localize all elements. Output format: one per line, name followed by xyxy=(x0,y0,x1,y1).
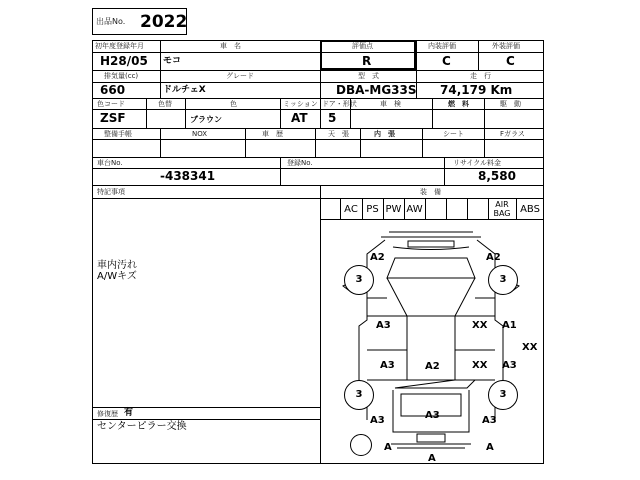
remarks-line-1: 車内汚れ xyxy=(97,260,137,271)
tyre-front-left: 3 xyxy=(344,265,374,295)
displacement-value: 660 xyxy=(100,83,126,97)
grade-label: グレード xyxy=(226,72,254,80)
lot-number: 2022 xyxy=(140,12,188,32)
equipment-ac: AC xyxy=(344,204,358,215)
damage-rear-left-corner: A xyxy=(384,442,392,453)
history-label: 車 歴 xyxy=(262,130,283,138)
tyre-front-right: 3 xyxy=(488,265,518,295)
equipment-airbag-line1: AIR xyxy=(495,200,509,209)
spare-tyre xyxy=(350,434,372,456)
seat-label: シート xyxy=(443,130,464,138)
damage-rear-bumper: A xyxy=(428,453,436,464)
score-value: R xyxy=(362,54,372,68)
chassis-value: -438341 xyxy=(160,169,216,183)
equipment-abs: ABS xyxy=(520,204,540,215)
grade-value: ドルチェX xyxy=(163,85,206,95)
mileage-value: 74,179 Km xyxy=(440,83,513,97)
car-name-label: 車 名 xyxy=(220,42,241,50)
damage-right-outer: XX xyxy=(522,342,538,353)
remarks-line-2: A/Wキズ xyxy=(97,271,137,282)
mileage-label: 走 行 xyxy=(470,72,491,80)
registration-label: 登録No. xyxy=(287,159,313,167)
tyre-rear-right: 3 xyxy=(488,380,518,410)
damage-rear-gate: A3 xyxy=(425,410,440,421)
damage-rear-left-quarter: A3 xyxy=(370,415,385,426)
equipment-aw: AW xyxy=(406,204,423,215)
repair-value: 有 xyxy=(124,408,134,418)
mission-value: AT xyxy=(291,111,308,125)
recycle-value: 8,580 xyxy=(478,169,516,183)
damage-right-pillar: A1 xyxy=(502,320,517,331)
color-code-label: 色コード xyxy=(97,100,125,108)
repair-label: 修復歴 xyxy=(97,410,118,418)
damage-front-left-fender: A2 xyxy=(370,252,385,263)
fuel-label: 燃 料 xyxy=(448,100,469,108)
glass-label: Fガラス xyxy=(500,130,525,138)
interior-tension-label: 内 張 xyxy=(374,130,395,138)
model-label: 型 式 xyxy=(358,72,379,80)
damage-front-right-door: XX xyxy=(472,320,488,331)
color-value: ブラウン xyxy=(190,115,222,124)
damage-front-left-door: A3 xyxy=(376,320,391,331)
exterior-label: 外装評価 xyxy=(492,42,520,50)
remarks-label: 特記事項 xyxy=(97,188,125,196)
repair-note: センターピラー交換 xyxy=(97,421,187,432)
color-label: 色 xyxy=(230,100,237,108)
first-reg-label: 初年度登録年月 xyxy=(95,42,144,50)
recycle-label: リサイクル料金 xyxy=(453,159,502,167)
score-label: 評価点 xyxy=(352,42,373,50)
damage-rear-left-door: A3 xyxy=(380,360,395,371)
drive-label: 駆 動 xyxy=(500,100,521,108)
chassis-label: 車台No. xyxy=(97,159,123,167)
equipment-airbag-line2: BAG xyxy=(493,209,511,218)
model-value: DBA-MG33S xyxy=(336,83,417,97)
mission-label: ミッション xyxy=(283,100,318,108)
equipment-pw: PW xyxy=(385,204,402,215)
equipment-label: 装 備 xyxy=(420,188,441,196)
color-code-value: ZSF xyxy=(100,111,126,125)
damage-rear-right-quarter-upper: A3 xyxy=(502,360,517,371)
displacement-label: 排気量(cc) xyxy=(104,72,139,80)
damage-rear-right-corner: A xyxy=(486,442,494,453)
door-value: 5 xyxy=(328,111,337,125)
first-reg-value: H28/05 xyxy=(100,54,148,68)
manual-label: 整備手帳 xyxy=(104,130,132,138)
damage-rear-right-door: XX xyxy=(472,360,488,371)
equipment-ps: PS xyxy=(366,204,379,215)
nox-label: NOX xyxy=(192,130,208,138)
sunroof-label: 天 張 xyxy=(328,130,349,138)
damage-rear-right-quarter: A3 xyxy=(482,415,497,426)
color-change-label: 色替 xyxy=(158,100,172,108)
car-damage-diagram xyxy=(321,220,543,463)
door-label: ドア・形状 xyxy=(322,100,357,108)
interior-value: C xyxy=(442,54,451,68)
lot-number-label: 出品No. xyxy=(96,17,126,26)
exterior-value: C xyxy=(506,54,515,68)
inspection-label: 車 検 xyxy=(380,100,401,108)
damage-front-right-fender: A2 xyxy=(486,252,501,263)
damage-roof: A2 xyxy=(425,361,440,372)
car-name-value: モコ xyxy=(163,56,182,66)
interior-label: 内装評価 xyxy=(428,42,456,50)
tyre-rear-left: 3 xyxy=(344,380,374,410)
